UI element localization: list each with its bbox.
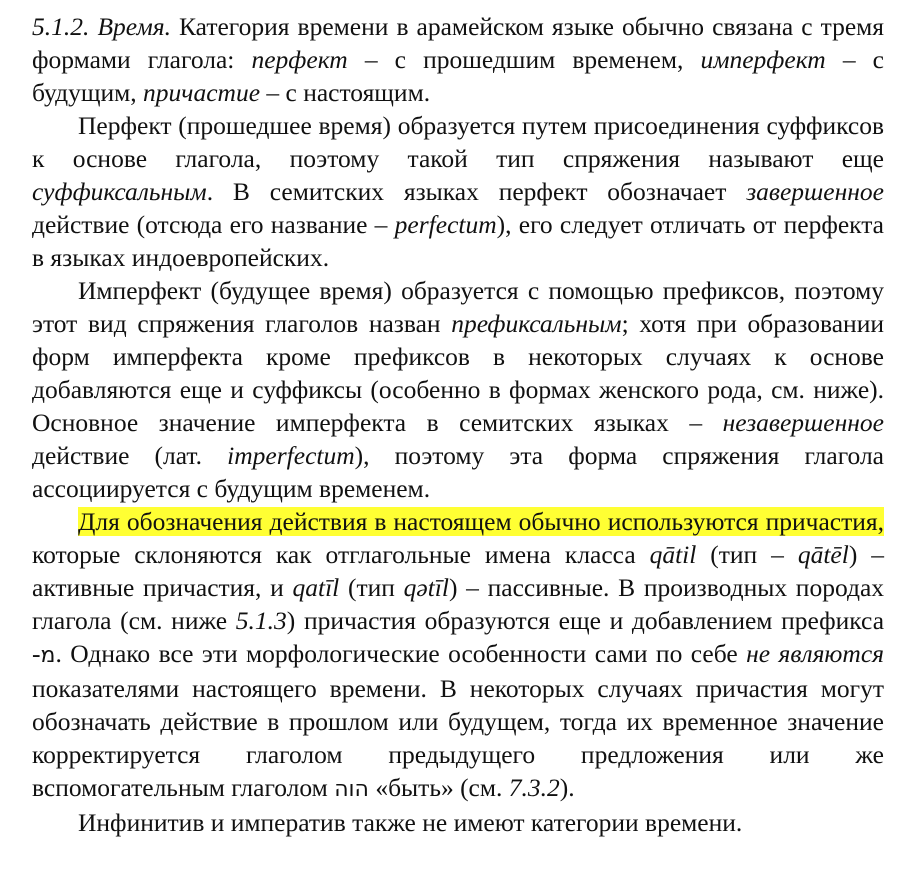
text-run: ) причастия образуются еще и добавлением префикса - (32, 606, 885, 668)
term-imperfectum: imperfectum (227, 441, 355, 470)
text-run: Категория времени в арамейском языке обычно связана с тремя формами глагола: (32, 12, 885, 74)
term-zavershennoe: завершенное (746, 177, 884, 206)
term-prefiksalnym: префиксальным (451, 309, 622, 338)
term-qatil: qātil (649, 540, 697, 569)
text-run: «быть» (см. (368, 773, 509, 802)
text-run: Имперфект (будущее время) образуется с помощью префиксов, поэтому этот вид спряжения глаголов назван (32, 276, 884, 338)
emphasis-ne-yavlyayutsya: не являются (746, 639, 885, 668)
section-title: Время. (97, 12, 171, 41)
paragraph-1 (32, 10, 884, 109)
text-run: ), его следует отличать от перфекта в языках индоевропейских. (32, 210, 884, 272)
text-run: (тип – (696, 540, 798, 569)
text-run: Инфинитив и императив также не имеют категории времени. (78, 808, 743, 837)
text-run: – с прошедшим временем, (347, 45, 701, 74)
term-perfekt: перфект (251, 45, 348, 74)
text-run: ). (559, 773, 575, 802)
text-run: показателями настоящего времени. В некоторых случаях причастия могут обозначать действие в прошлом или будущем, тогда их временное значение корректируется глаголом предыдущего предложения или же вспомогательным глаголом (32, 674, 884, 802)
paragraph-4 (32, 505, 884, 806)
text-run: ), поэтому эта форма спряжения глагола ассоциируется с будущим временем. (32, 441, 884, 503)
text-run: которые склоняются как отглагольные имена класса (32, 540, 650, 569)
text-run: Перфект (прошедшее время) образуется путем присоединения суффиксов к основе глагола, поэтому такой тип спряжения называют еще (32, 111, 884, 173)
section-reference: 5.1.3 (235, 606, 287, 635)
text-run: . В семитских языках перфект обозначает (206, 177, 747, 206)
text-run: ) – активные причастия, и (32, 540, 885, 602)
text-run: ) – пассивные. В производных породах глагола (см. ниже (32, 573, 885, 635)
text-run: действие (отсюда его название – (32, 210, 395, 239)
hebrew-word: הוה (334, 777, 369, 802)
term-imperfekt: имперфект (700, 45, 826, 74)
text-run: ; хотя при образовании форм имперфекта кроме префиксов в некоторых случаях к основе добавляются еще и суффиксы (особенно в формах женского рода, см. ниже). Основное значение имперфекта в семитских языках – (32, 309, 884, 437)
paragraph-2 (32, 109, 884, 274)
text-run: (тип (339, 573, 404, 602)
section-reference: 7.3.2 (508, 773, 560, 802)
term-suffiksalnym: суффиксальным (32, 177, 207, 206)
hebrew-prefix: מ (40, 643, 56, 668)
term-nezavershennoe: незавершенное (722, 408, 884, 437)
term-perfectum: perfectum (394, 210, 497, 239)
term-qatil-passive: qatīl (292, 573, 340, 602)
text-run: – с будущим, (32, 45, 884, 107)
text-run: . Однако все эти морфологические особенности сами по себе (55, 639, 747, 668)
paragraph-3 (32, 274, 884, 505)
document-page (32, 10, 884, 839)
term-qetil: qətīl (403, 573, 449, 602)
highlighted-text: Для обозначения действия в настоящем обычно используются причастия, (78, 507, 884, 536)
section-number: 5.1.2. (32, 12, 90, 41)
paragraph-5 (32, 806, 884, 839)
term-qatel: qātēl (797, 540, 849, 569)
text-run: действие (лат. (32, 441, 228, 470)
term-prichastie: причастие (143, 78, 261, 107)
text-run: – с настоящим. (260, 78, 431, 107)
